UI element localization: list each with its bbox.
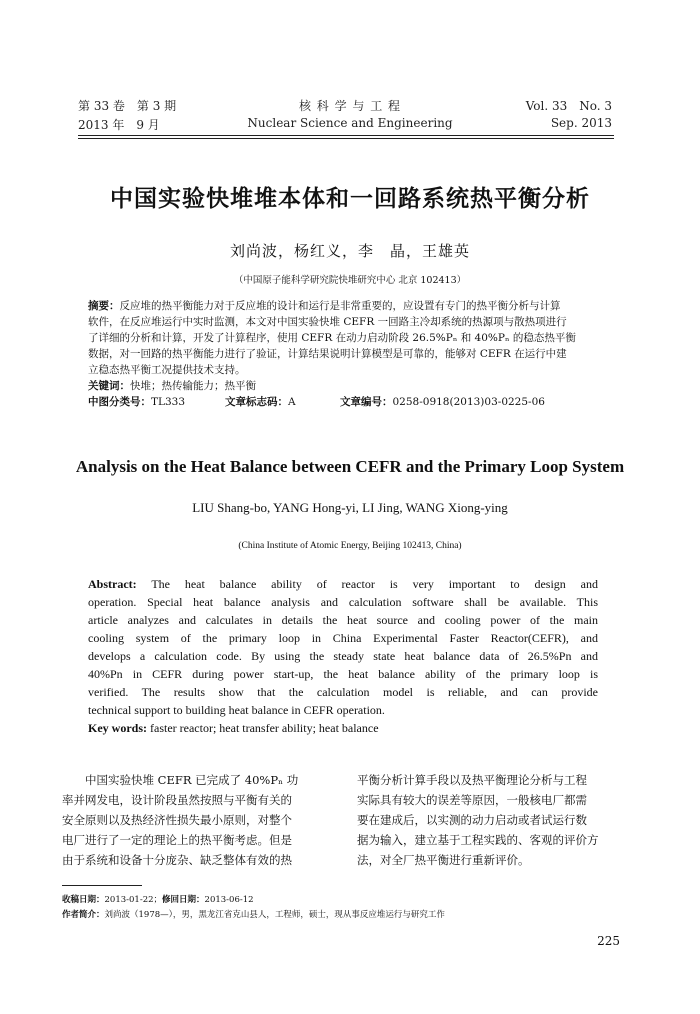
body-line: 实际具有较大的误差等原因，一般核电厂都需 — [357, 793, 587, 807]
header-rule-top — [78, 135, 614, 136]
abstract-cn-line: 了详细的分析和计算，开发了计算程序，使用 CEFR 在动力启动阶段 26.5%Pₙ 和 40%Pₙ 的稳态热平衡 — [88, 332, 576, 344]
journal-name-cn: 核 科 学 与 工 程 — [298, 99, 402, 113]
clc-label: 中图分类号： — [88, 396, 151, 408]
keywords-cn: 快堆；热传输能力；热平衡 — [130, 380, 256, 392]
body-right-column — [357, 770, 627, 870]
article-no-label: 文章编号： — [340, 396, 393, 408]
journal-date-cn: 2013 年 9 月 — [78, 118, 160, 132]
body-line: 率并网发电，设计阶段虽然按照与平衡有关的 — [62, 793, 292, 807]
keywords-cn-label: 关键词： — [88, 380, 130, 392]
body-left-column — [62, 770, 332, 870]
author-bio-label: 作者简介： — [62, 910, 105, 920]
received-label: 收稿日期： — [62, 895, 105, 905]
page-number: 225 — [597, 934, 620, 948]
body-line: 由于系统和设备十分庞杂、缺乏整体有效的热 — [62, 853, 292, 867]
abstract-en-line: operation. Special heat balance analysis and calculation software shall be available. This — [88, 595, 598, 609]
authors-cn: 刘尚波，杨红义，李 晶，王雄英 — [229, 242, 470, 260]
abstract-en-line: cooling system of the primary loop in China Experimental Faster Reactor(CEFR), and — [88, 631, 598, 645]
revised-date: 2013-06-12 — [204, 895, 254, 905]
doc-code: A — [288, 396, 296, 408]
journal-vol-en: Vol. 33 No. 3 — [525, 99, 612, 113]
abstract-cn-line: 反应堆的热平衡能力对于反应堆的设计和运行是非常重要的，应设置有专门的热平衡分析与计算 — [119, 300, 561, 312]
keywords-en: faster reactor; heat transfer ability; heat balance — [150, 721, 379, 735]
doc-code-label: 文章标志码： — [225, 396, 288, 408]
abstract-cn-line: 立稳态热平衡工况提供技术支持。 — [88, 364, 246, 376]
body-line: 要在建成后，以实测的动力启动或者试运行数 — [357, 813, 587, 827]
paper-title-en: Analysis on the Heat Balance between CEFR and the Primary Loop System — [75, 457, 625, 476]
body-line: 法，对全厂热平衡进行重新评价。 — [357, 853, 530, 867]
clc-code: TL333 — [151, 396, 186, 408]
affiliation-en: (China Institute of Atomic Energy, Beijing 102413, China) — [238, 541, 462, 551]
body-line: 安全原则以及热经济性损失最小原则，对整个 — [62, 813, 292, 827]
received-date: 2013-01-22； — [104, 895, 163, 905]
authors-en: LIU Shang-bo, YANG Hong-yi, LI Jing, WANG Xiong-ying — [192, 500, 508, 515]
journal-volume-issue: 第 33 卷 第 3 期 — [78, 99, 177, 113]
keywords-en-label: Key words: — [88, 721, 147, 735]
header-rule-bottom — [78, 138, 614, 139]
abstract-en-line: verified. The results show that the calculation model is reliable, and can provide — [88, 685, 598, 699]
revised-label: 修回日期： — [162, 895, 205, 905]
affiliation-cn: （中国原子能科学研究院快堆研究中心 北京 102413） — [233, 275, 467, 286]
footnote-rule — [62, 885, 142, 886]
article-no: 0258-0918(2013)03-0225-06 — [392, 396, 545, 408]
abstract-cn — [88, 298, 613, 410]
abstract-en-line: The heat balance ability of reactor is very important to design and — [151, 577, 598, 591]
body-line: 中国实验快堆 CEFR 已完成了 40%Pₙ 功 — [62, 773, 299, 787]
abstract-en-line: develops a calculation code. By using the steady state heat balance data of 26.5%Pn and — [88, 649, 598, 663]
body-line: 平衡分析计算手段以及热平衡理论分析与工程 — [357, 773, 587, 787]
abstract-en-line: article analyzes and calculates in details the heat source and cooling power of the main — [88, 613, 598, 627]
body-line: 电厂进行了一定的理论上的热平衡考虑。但是 — [62, 833, 292, 847]
abstract-cn-line: 数据，对一回路的热平衡能力进行了验证，计算结果说明计算模型是可靠的，能够对 CEFR 在运行中建 — [88, 348, 567, 360]
abstract-en-line: technical support to building heat balance in CEFR operation. — [88, 703, 385, 717]
footnote — [62, 893, 445, 923]
author-bio: 刘尚波（1978—），男，黑龙江省克山县人，工程师，硕士，现从事反应堆运行与研究工作 — [104, 910, 445, 920]
abstract-en — [88, 575, 598, 737]
journal-name-en: Nuclear Science and Engineering — [247, 116, 453, 130]
body-line: 据为输入，建立基于工程实践的、客观的评价方 — [357, 833, 599, 847]
paper-title-cn: 中国实验快堆堆本体和一回路系统热平衡分析 — [110, 186, 590, 212]
abstract-cn-label: 摘要： — [88, 300, 120, 312]
abstract-cn-line: 软件，在反应堆运行中实时监测，本文对中国实验快堆 CEFR 一回路主冷却系统的热源项与散热项进行 — [88, 316, 567, 328]
journal-date-en: Sep. 2013 — [550, 116, 612, 130]
abstract-en-line: 40%Pn in CEFR during power start-up, the heat balance ability of the primary loop is — [88, 667, 598, 681]
abstract-en-label: Abstract: — [88, 577, 137, 591]
